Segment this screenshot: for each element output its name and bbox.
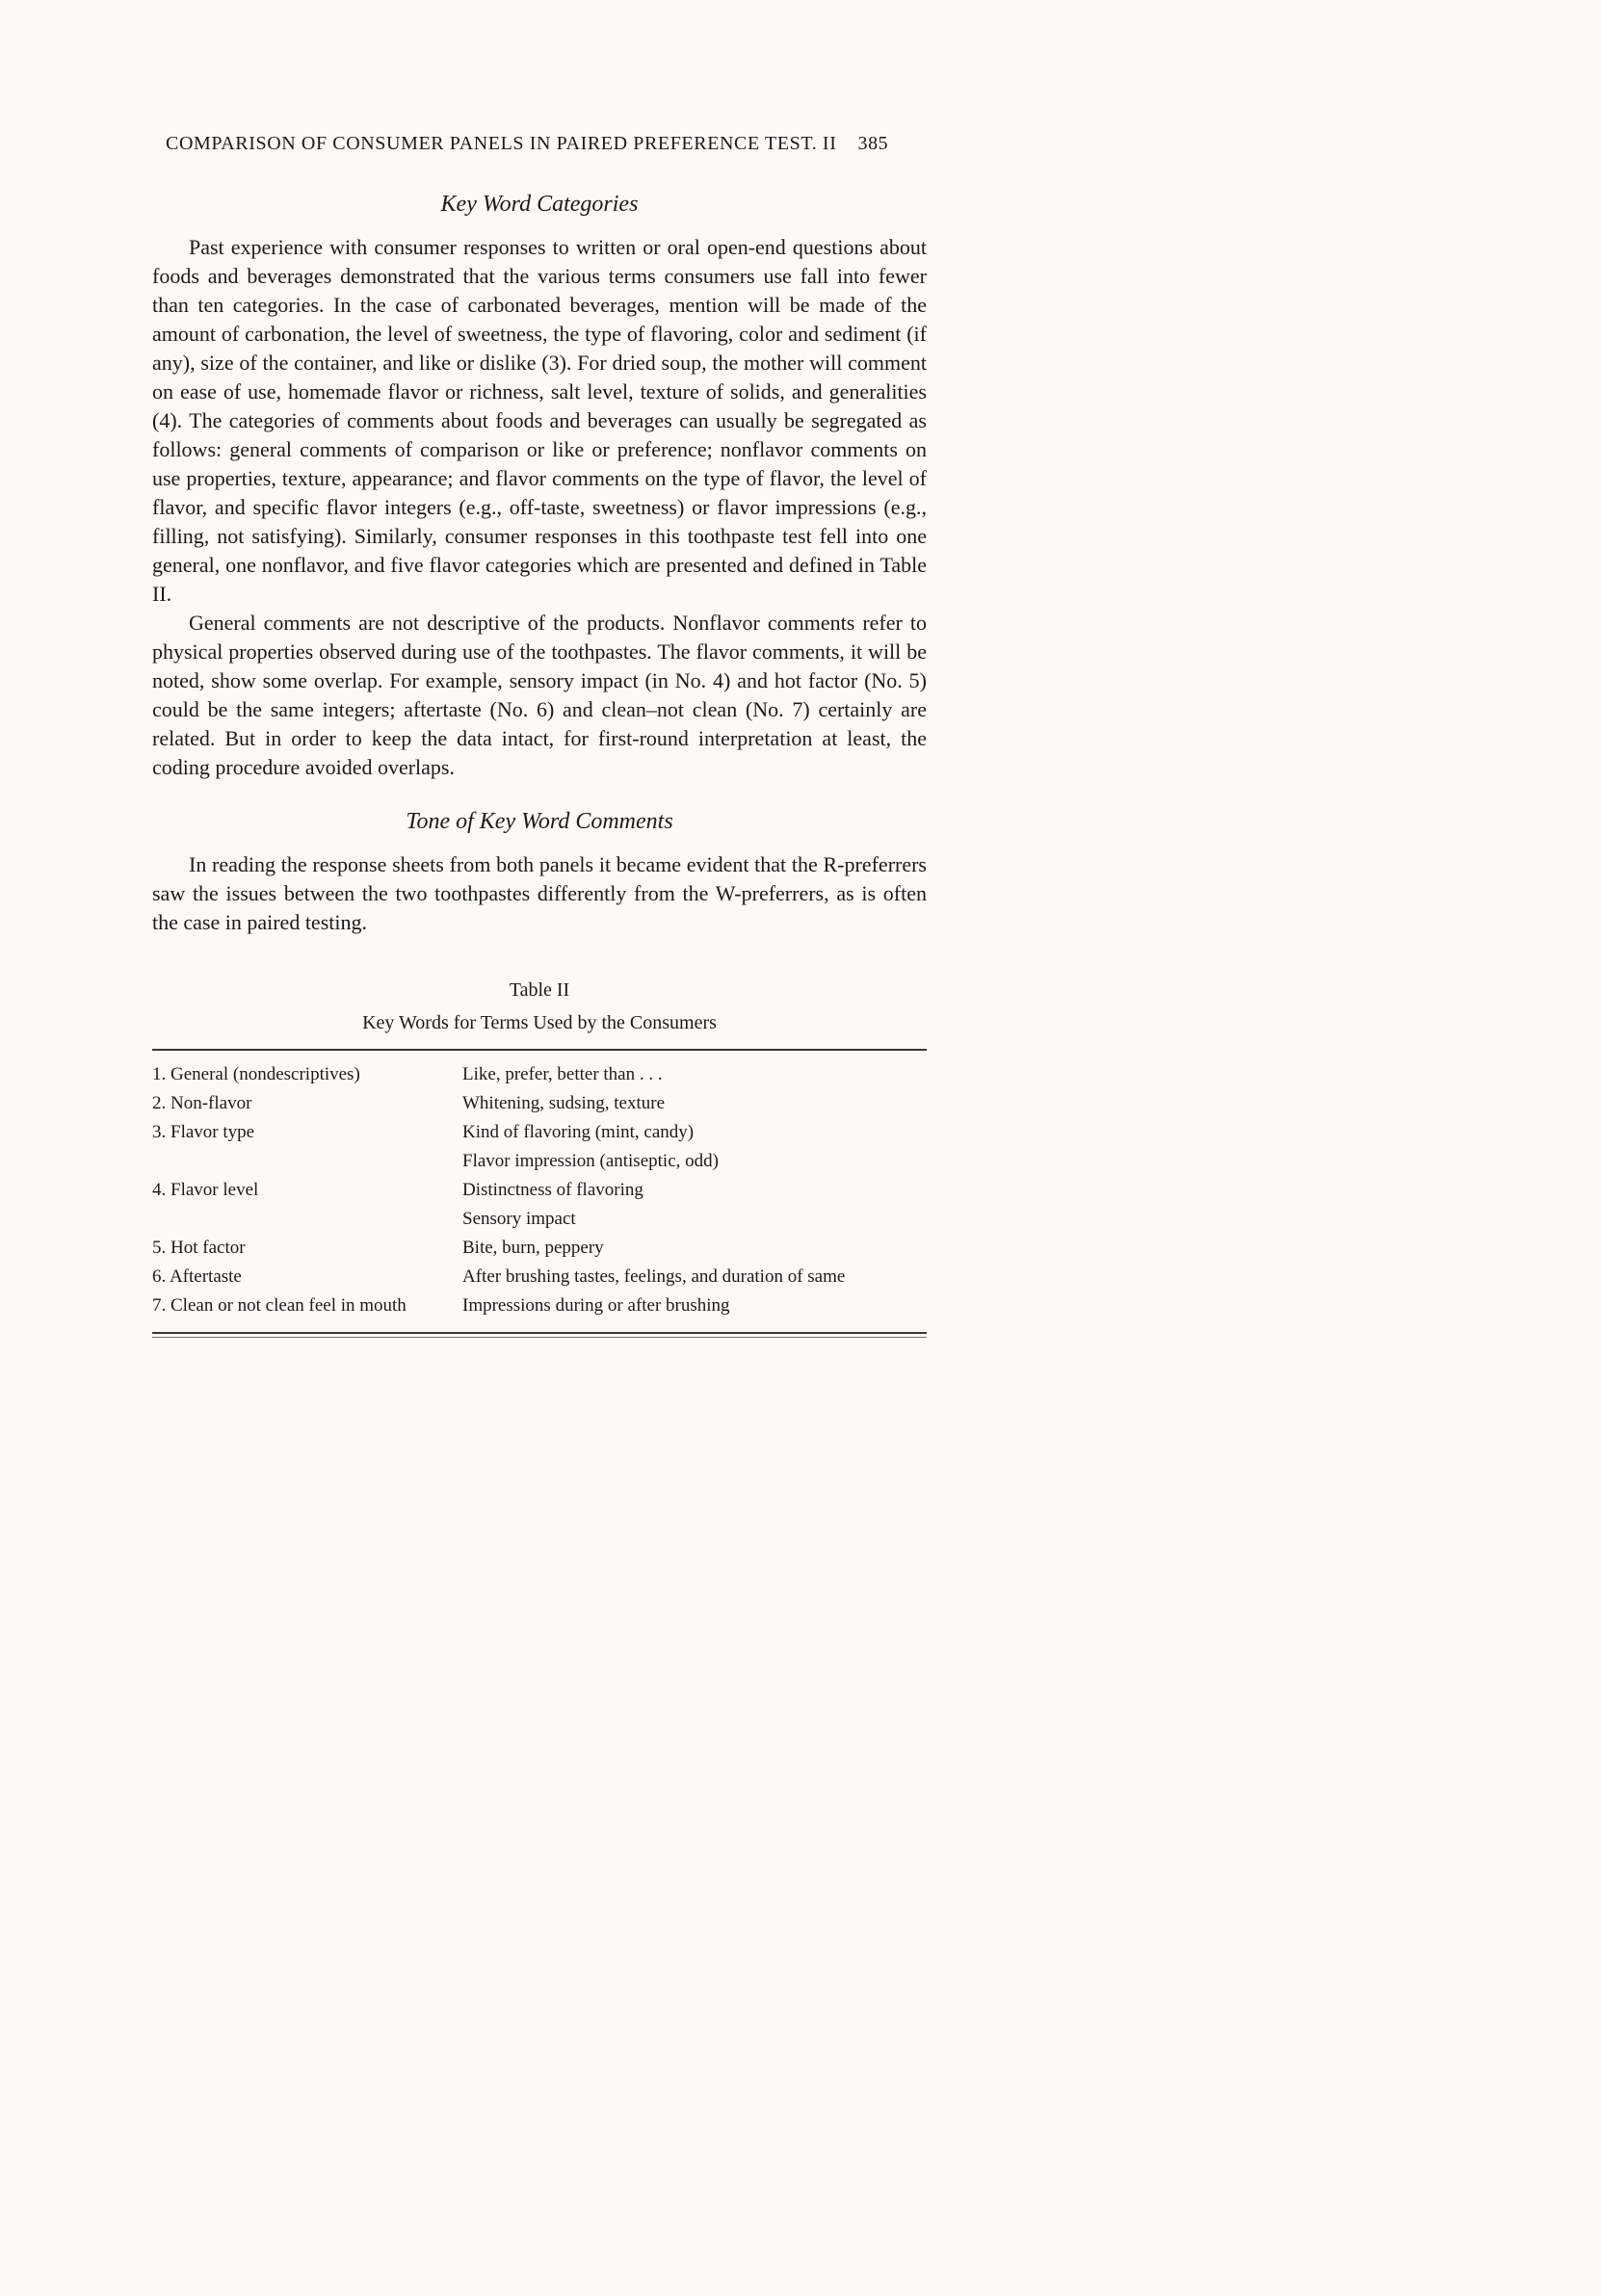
table-keyword: Like, prefer, better than . . .: [462, 1064, 663, 1084]
table-keyword: Sensory impact: [462, 1209, 576, 1229]
table-keyword: Flavor impression (antiseptic, odd): [462, 1151, 719, 1171]
table-row-4: [152, 1176, 927, 1234]
table-bottom-rule: [152, 1332, 927, 1338]
table-keyword: Impressions during or after brushing: [462, 1295, 730, 1316]
table-term: 1. General (nondescriptives): [152, 1064, 360, 1084]
table-top-rule: [152, 1049, 927, 1051]
page-number: 385: [857, 133, 889, 154]
table-row-6: [152, 1263, 927, 1292]
table-row-7: [152, 1292, 927, 1320]
table-keywords: [462, 1060, 927, 1089]
table-row-1: [152, 1060, 927, 1089]
table-keywords: [462, 1089, 927, 1118]
table-keywords: [462, 1176, 927, 1234]
table-term: 7. Clean or not clean feel in mouth: [152, 1295, 407, 1316]
table-row-3: [152, 1118, 927, 1176]
table-keywords: [462, 1292, 927, 1320]
body-paragraph-3: In reading the response sheets from both panels it became evident that the R-preferrers saw the issues between the two toothpastes differently from the W-preferrers, as is often the case in paired testing.: [152, 852, 927, 934]
table-ii: [152, 976, 927, 1338]
table-term: 6. Aftertaste: [152, 1266, 242, 1287]
table-keywords: [462, 1263, 927, 1292]
text-column: [152, 133, 927, 1338]
table-keyword: Whitening, sudsing, texture: [462, 1093, 666, 1113]
table-keyword: Kind of flavoring (mint, candy): [462, 1122, 695, 1142]
table-keywords: [462, 1118, 927, 1176]
body-paragraph-2: General comments are not descriptive of the products. Nonflavor comments refer to physical properties observed during use of the toothpastes. The flavor comments, it will be noted, show some overlap. For example, sensory impact (in No. 4) and hot factor (No. 5) could be the same integers; aftertaste (No. 6) and clean–not clean (No. 7) certainly are related. But in order to keep the data intact, for first-round interpretation at least, the coding procedure avoided overlaps.: [152, 611, 927, 779]
table-keyword: Bite, burn, peppery: [462, 1238, 604, 1258]
table-term: 4. Flavor level: [152, 1180, 259, 1200]
running-head-title: COMPARISON OF CONSUMER PANELS IN PAIRED PREFERENCE TEST. II: [166, 133, 837, 154]
heading-tone-of-key-word-comments: Tone of Key Word Comments: [406, 809, 673, 834]
table-row-5: [152, 1234, 927, 1263]
table-keywords: [462, 1234, 927, 1263]
table-rows: [152, 1060, 927, 1320]
table-caption: Table II: [509, 979, 570, 1001]
table-keyword: After brushing tastes, feelings, and duration of same: [462, 1266, 846, 1287]
table-row-2: [152, 1089, 927, 1118]
heading-key-word-categories: Key Word Categories: [440, 192, 639, 217]
table-keyword: Distinctness of flavoring: [462, 1180, 643, 1200]
body-paragraph-1: Past experience with consumer responses to written or oral open-end questions about foods and beverages demonstrated that the various terms consumers use fall into fewer than ten categories. In the case of carbonated beverages, mention will be made of the amount of carbonation, the level of sweetness, the type of flavoring, color and sediment (if any), size of the container, and like or dislike (3). For dried soup, the mother will comment on ease of use, homemade flavor or richness, salt level, texture of solids, and generalities (4). The categories of comments about foods and beverages can usually be segregated as follows: general comments of comparison or like or preference; nonflavor comments on use properties, texture, appearance; and flavor comments on the type of flavor, the level of flavor, and specific flavor integers (e.g., off-taste, sweetness) or flavor impressions (e.g., filling, not satisfying). Similarly, consumer responses in this toothpaste test fell into one general, one nonflavor, and five flavor categories which are presented and defined in Table II.: [152, 235, 927, 606]
table-term: 2. Non-flavor: [152, 1093, 252, 1113]
table-term: 3. Flavor type: [152, 1122, 255, 1142]
table-subcaption: Key Words for Terms Used by the Consumers: [362, 1012, 717, 1033]
table-term: 5. Hot factor: [152, 1238, 246, 1258]
running-head: [152, 133, 927, 155]
